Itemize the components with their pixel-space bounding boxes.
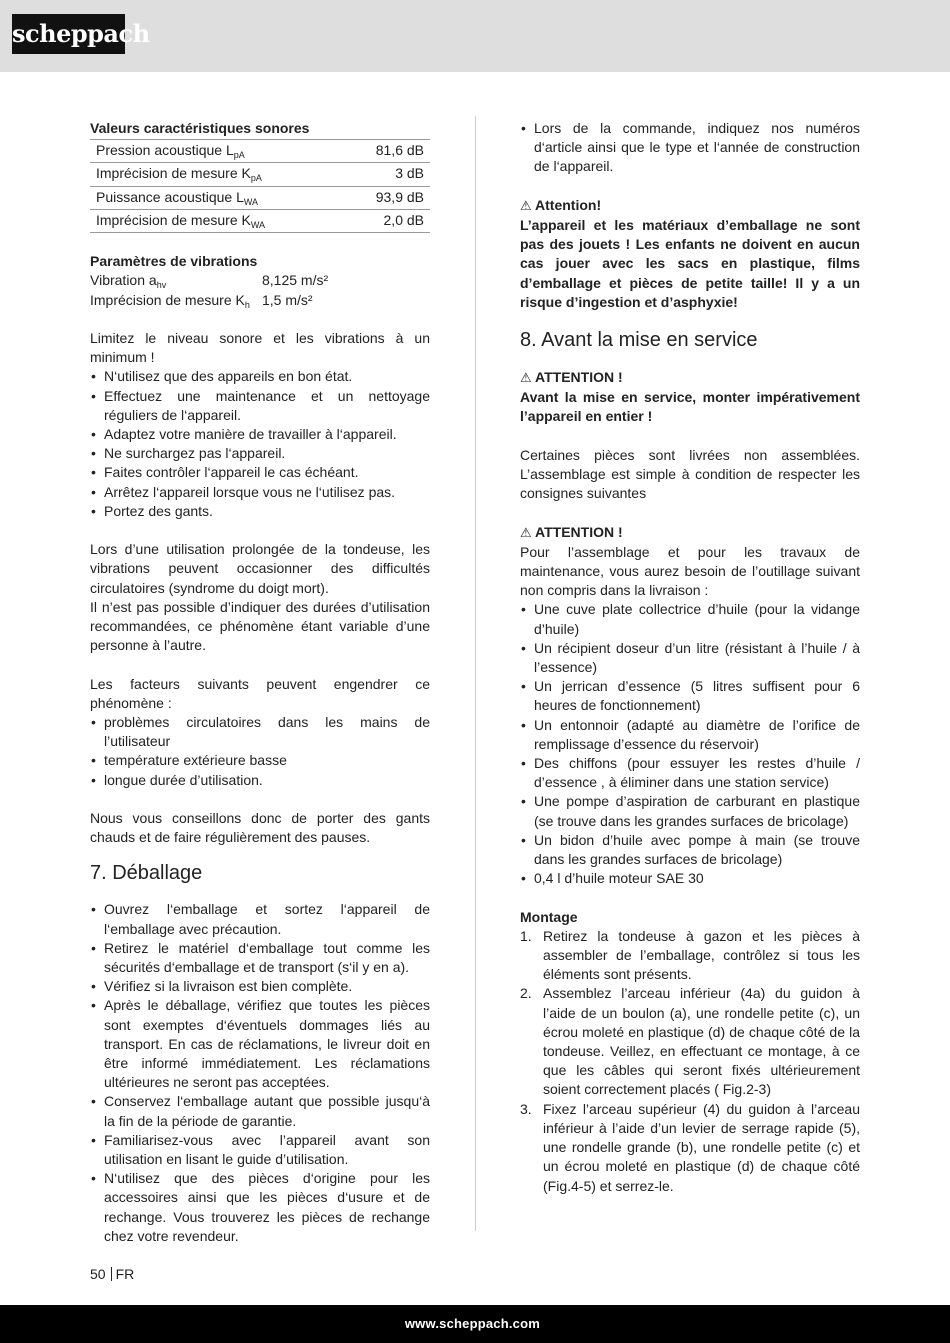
assembly-intro: Certaines pièces sont livrées non assemblées. L’assemblage est simple à condition de respecter les consignes suivantes — [520, 446, 860, 502]
sound-values-table — [90, 139, 430, 233]
table-cell-value: 93,9 dB — [345, 186, 430, 209]
list-item: • Conservez l‘emballage autant que possible jusqu‘à la fin de la période de garantie. — [90, 1092, 430, 1130]
list-item: • Un jerrican d’essence (5 litres suffisent pour 6 heures de fonctionnement) — [520, 677, 860, 715]
list-item: 2. Assemblez l’arceau inférieur (4a) du guidon à l’aide de un boulon (a), une rondelle petite (c), un écrou moleté en plastique (d) de chaque côté de la tondeuse. Veillez, en effectuant ce montage, à ce que les câbles qui seront fixés ultérieurement soient correctement placés ( Fig.2-3) — [520, 985, 860, 1098]
list-item: 1. Retirez la tondeuse à gazon et les pièces à assembler de l’emballage, contrôlez si tous les éléments sont présents. — [520, 927, 860, 983]
separator — [111, 1267, 112, 1281]
advice-text: Nous vous conseillons donc de porter des gants chauds et de faire régulièrement des pauses. — [90, 810, 430, 846]
montage-heading: Montage — [520, 908, 578, 925]
prolonged-use-text: Lors d’une utilisation prolongée de la tondeuse, les vibrations peuvent occasionner des difficultés circulatoires (syndrome du doigt mort). — [90, 541, 430, 596]
list-item: • N‘utilisez que des appareils en bon état. — [90, 367, 430, 386]
attention-text: Avant la mise en service, monter impérativement l’appareil en entier ! — [520, 389, 860, 425]
warning-icon: ⚠ — [520, 525, 532, 541]
list-item: • 0,4 l d’huile moteur SAE 30 — [520, 869, 860, 888]
section-7-heading: 7. Déballage — [90, 862, 203, 885]
right-column — [520, 119, 860, 1196]
list-item: • Portez des gants. — [90, 502, 430, 521]
table-cell-label: Pression acoustique $L_{pA}$ — [90, 140, 345, 163]
vibration-row: Imprécision de mesure $K_h$ 1,5 m/s² — [90, 291, 313, 310]
factors-intro: Les facteurs suivants peuvent engendrer ce phénomène : — [90, 675, 430, 711]
factors-list — [90, 713, 430, 790]
left-column — [90, 119, 430, 1246]
list-item: • Un entonnoir (adapté au diamètre de l’orifice de remplissage d’essence du réservoir) — [520, 716, 860, 754]
table-cell-label: Imprécision de mesure $K_{WA}$ — [90, 209, 345, 232]
warning-icon: ⚠ — [520, 371, 532, 387]
website-link[interactable]: www.scheppach.com — [404, 1316, 540, 1331]
list-item: • Lors de la commande, indiquez nos numéros d‘article ainsi que le type et l‘année de construction de l‘appareil. — [520, 119, 860, 177]
list-item: • longue durée d’utilisation. — [90, 771, 430, 790]
list-item: • Un récipient doseur d’un litre (résistant à l’huile / à l’essence) — [520, 639, 860, 677]
list-item: • Retirez le matériel d‘emballage tout comme les sécurités d‘emballage et de transport (s‘il y en a). — [90, 939, 430, 977]
list-item: • Vérifiez si la livraison est bien complète. — [90, 977, 430, 996]
attention-heading: ⚠ Attention! — [520, 196, 602, 214]
tools-list — [520, 600, 860, 888]
page-header — [0, 0, 950, 72]
prolonged-use-text: Il n’est pas possible d’indiquer des durées d’utilisation recommandées, ce phénomène étant variable d’une personne à l’autre. — [90, 598, 430, 654]
list-item: • Un bidon d’huile avec pompe à main (se trouve dans les grandes surfaces de bricolage) — [520, 831, 860, 869]
warning-icon: ⚠ — [520, 198, 532, 214]
column-divider — [475, 116, 476, 1231]
vibration-row: Vibration $a_{hv}$ 8,125 m/s² — [90, 272, 329, 291]
page-number: 50 FR — [90, 1266, 135, 1282]
montage-steps — [520, 927, 860, 1196]
limit-list — [90, 367, 430, 521]
list-item: • Arrêtez l‘appareil lorsque vous ne l‘utilisez pas. — [90, 483, 430, 502]
table-row — [90, 163, 430, 186]
tools-intro: Pour l’assemblage et pour les travaux de maintenance, vous aurez besoin de l’outillage suivant non compris dans la livraison : — [520, 543, 860, 599]
list-item: • Une pompe d’aspiration de carburant en plastique (se trouve dans les grandes surfaces de bricolage) — [520, 792, 860, 830]
list-item: • Effectuez une maintenance et un nettoyage réguliers de l‘appareil. — [90, 387, 430, 425]
table-cell-value: 81,6 dB — [345, 140, 430, 163]
list-item: • Familiarisez-vous avec l’appareil avant son utilisation en lisant le guide d’utilisation. — [90, 1131, 430, 1169]
list-item: • N‘utilisez que des pièces d‘origine pour les accessoires ainsi que les pièces d‘usure et de rechange. Vous trouverez les pièces de rechange chez votre revendeur. — [90, 1169, 430, 1246]
list-item: • Faites contrôler l‘appareil le cas échéant. — [90, 463, 430, 482]
list-item: • Ne surchargez pas l‘appareil. — [90, 444, 430, 463]
sound-values-heading: Valeurs caractéristiques sonores — [90, 120, 310, 136]
vibration-heading: Paramètres de vibrations — [90, 253, 258, 270]
page-footer — [0, 1305, 950, 1343]
list-item: • problèmes circulatoires dans les mains de l’utilisateur — [90, 713, 430, 751]
list-item: • température extérieure basse — [90, 751, 430, 770]
attention-heading: ⚠ ATTENTION ! — [520, 369, 623, 387]
list-item: • Après le déballage, vérifiez que toutes les pièces sont exemptes d‘éventuels dommages liés au transport. En cas de réclamations, le livreur doit en être informé immédiatement. Les réclamations ultérieures ne seront pas acceptées. — [90, 996, 430, 1092]
unpack-list — [90, 900, 430, 1246]
attention-heading: ⚠ ATTENTION ! — [520, 523, 623, 541]
order-list — [520, 119, 860, 177]
table-row — [90, 140, 430, 163]
brand-logo: scheppach — [12, 14, 125, 54]
table-row — [90, 209, 430, 232]
section-8-heading: 8. Avant la mise en service — [520, 329, 758, 352]
table-cell-label: Puissance acoustique $L_{WA}$ — [90, 186, 345, 209]
list-item: 3. Fixez l’arceau supérieur (4) du guidon à l’arceau inférieur à l’aide d’un levier de serrage rapide (5), une rondelle grande (b), une rondelle petite (c) et un écrou moleté en plastique (d) de chaque côté (Fig.4-5) et serrez-le. — [520, 1100, 860, 1194]
table-cell-value: 2,0 dB — [345, 209, 430, 232]
list-item: • Des chiffons (pour essuyer les restes d’huile / d’essence , à éliminer dans une station service) — [520, 754, 860, 792]
attention-text: L’appareil et les matériaux d’emballage ne sont pas des jouets ! Les enfants ne doivent en aucun cas jouer avec les sacs en plastique, films d’emballage et pièces de petite taille! Il y a un risque d’ingestion et d’asphyxie! — [520, 217, 860, 310]
list-item: • Adaptez votre manière de travailler à l‘appareil. — [90, 425, 430, 444]
limit-intro: Limitez le niveau sonore et les vibrations à un minimum ! — [90, 330, 430, 366]
table-cell-label: Imprécision de mesure $K_{pA}$ — [90, 163, 345, 186]
table-row — [90, 186, 430, 209]
list-item: • Ouvrez l‘emballage et sortez l‘appareil de l‘emballage avec précaution. — [90, 900, 430, 938]
table-cell-value: 3 dB — [345, 163, 430, 186]
list-item: • Une cuve plate collectrice d’huile (pour la vidange d’huile) — [520, 600, 860, 638]
